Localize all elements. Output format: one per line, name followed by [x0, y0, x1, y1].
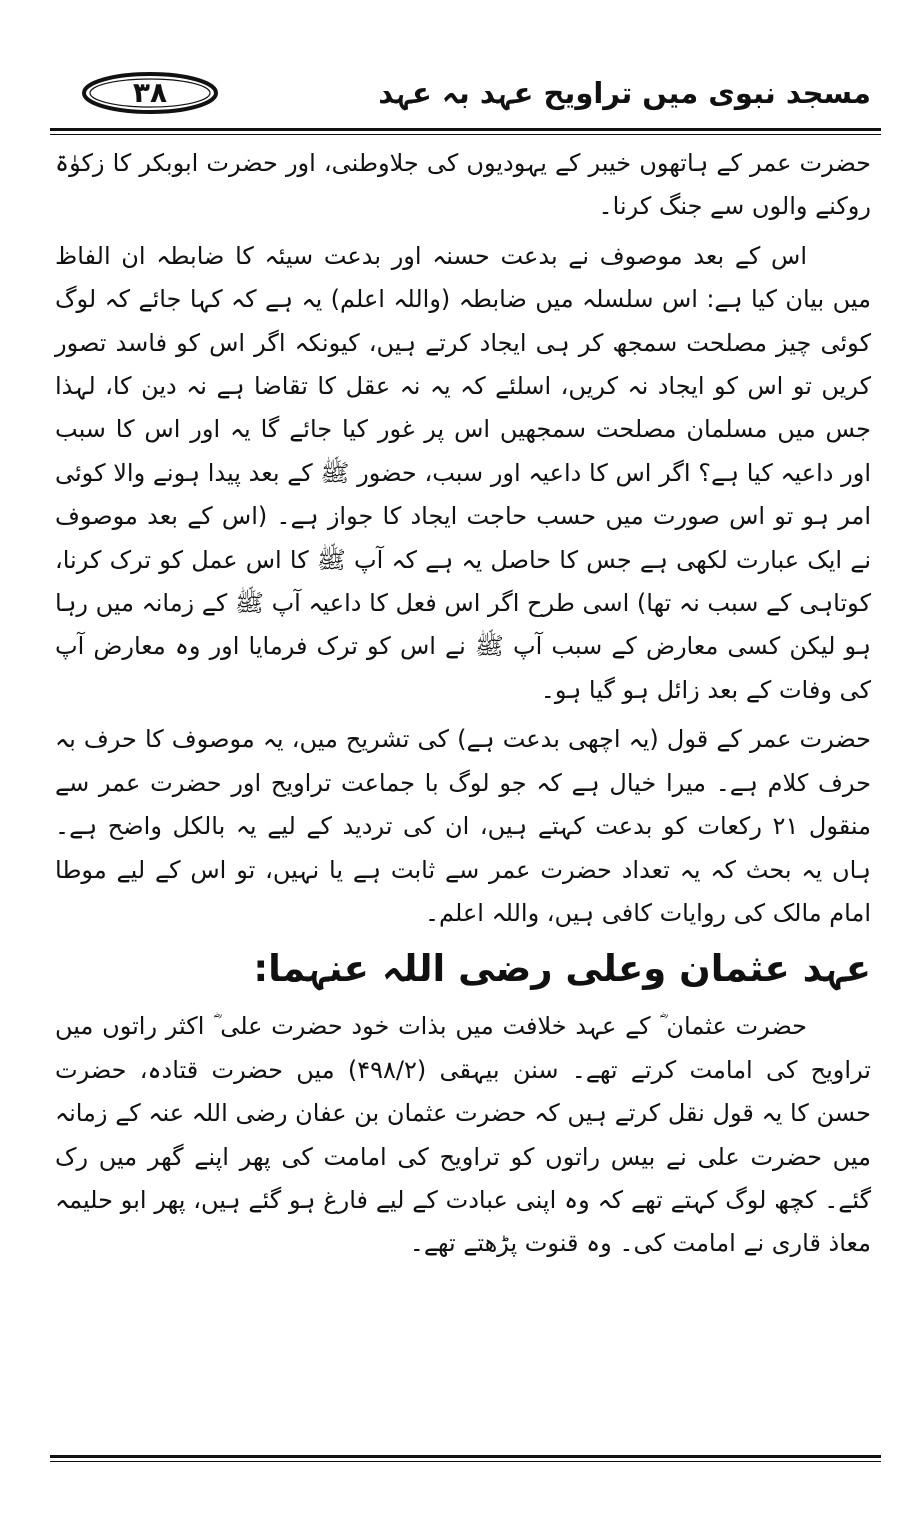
page-number-badge	[80, 70, 220, 116]
paragraph: حضرت عمر کے ہاتھوں خیبر کے یہودیوں کی جلاوطنی، اور حضرت ابوبکر کا زکوٰۃ روکنے والوں سے جنگ کرنا۔	[55, 149, 872, 221]
page-number: ۳۸	[132, 76, 168, 109]
footer-divider	[50, 1455, 881, 1462]
page-body	[55, 142, 871, 1266]
running-title: مسجد نبوی میں تراویح عہد بہ عہد	[378, 76, 871, 110]
paragraph: حضرت عمر کے قول (یہ اچھی بدعت ہے) کی تشریح میں، یہ موصوف کا حرف بہ حرف کلام ہے۔ میرا خیال ہے کہ جو لوگ با جماعت تراویح اور حضرت عمر سے منقول ۲۱ رکعات کو بدعت کہتے ہیں، ان کی تردید کے لیے یہ بالکل واضح ہے۔ ہاں یہ بحث کہ یہ تعداد حضرت عمر سے ثابت ہے یا نہیں، تو اس کے لیے موطا امام مالک کی روایات کافی ہیں، واللہ اعلم۔	[55, 725, 872, 927]
header-divider	[50, 128, 881, 135]
paragraph: حضرت عثمان ؓ کے عہد خلافت میں بذات خود حضرت علی ؓ اکثر راتوں میں تراویح کی امامت کرتے تھے۔ سنن بیہقی (۴۹۸/۲) میں حضرت قتادہ، حضرت حسن کا یہ قول نقل کرتے ہیں کہ حضرت عثمان بن عفان رضی اللہ عنہ کے زمانہ میں حضرت علی نے بیس راتوں کو تراویح کی امامت کی پھر اپنے گھر میں رک گئے۔ کچھ لوگ کہتے تھے کہ وہ اپنی عبادت کے لیے فارغ ہو گئے ہیں، پھر ابو حلیمہ معاذ قاری نے امامت کی۔ وہ قنوت پڑھتے تھے۔	[55, 1012, 871, 1258]
page-header	[50, 66, 881, 126]
paragraph: اس کے بعد موصوف نے بدعت حسنہ اور بدعت سیئہ کا ضابطہ ان الفاظ میں بیان کیا ہے: اس سلسلہ میں ضابطہ (واللہ اعلم) یہ ہے کہ کہا جائے کہ لوگ کوئی چیز مصلحت سمجھ کر ہی ایجاد کرتے ہیں، کیونکہ اگر اس کو فاسد تصور کریں تو اس کو ایجاد نہ کریں، اسلئے کہ یہ نہ عقل کا تقاضا ہے نہ دین کا، لہذا جس میں مسلمان مصلحت سمجھیں اس پر غور کیا جائے گا یہ اور اس کا سبب اور داعیہ کیا ہے؟ اگر اس کا داعیہ اور سبب، حضور ﷺ کے بعد پیدا ہونے والا کوئی امر ہو تو اس صورت میں حسب حاجت ایجاد کا جواز ہے۔ (اس کے بعد موصوف نے ایک عبارت لکھی ہے جس کا حاصل یہ ہے کہ آپ ﷺ کا اس عمل کو ترک کرنا، کوتاہی کے سبب نہ تھا) اسی طرح اگر اس فعل کا داعیہ آپ ﷺ کے زمانہ میں رہا ہو لیکن کسی معارض کے سبب آپ ﷺ نے اس کو ترک فرمایا اور وہ معارض آپ کی وفات کے بعد زائل ہو گیا ہو۔	[55, 241, 871, 704]
section-heading: عہد عثمان وعلی رضی اللہ عنہما:	[253, 947, 871, 991]
